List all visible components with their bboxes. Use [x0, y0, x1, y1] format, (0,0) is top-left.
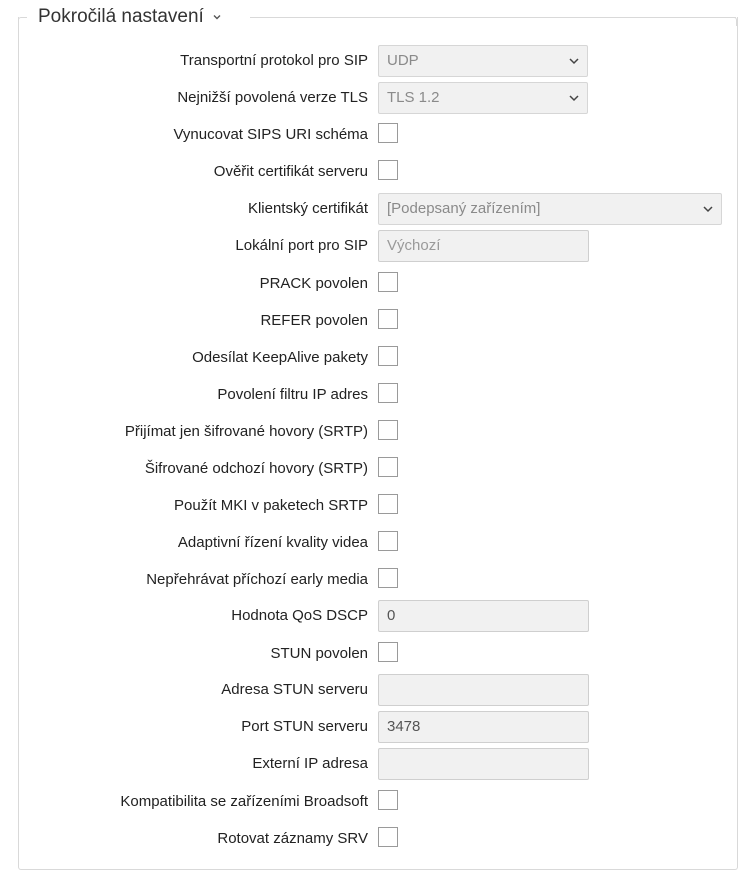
stun-addr-label: Adresa STUN serveru — [221, 681, 368, 698]
srtp-only-label: Přijímat jen šifrované hovory (SRTP) — [124, 423, 368, 440]
chevron-down-icon — [703, 205, 713, 213]
early-media-checkbox[interactable] — [378, 568, 398, 588]
early-media-label: Nepřehrávat příchozí early media — [146, 571, 368, 588]
ip-filter-label: Povolení filtru IP adres — [217, 386, 368, 403]
row-keepalive — [0, 342, 748, 374]
stun-port-input[interactable] — [378, 711, 589, 743]
local-port-label: Lokální port pro SIP — [235, 237, 368, 254]
srv-rotate-checkbox[interactable] — [378, 827, 398, 847]
row-mki — [0, 490, 748, 522]
row-srtp-only — [0, 416, 748, 448]
row-stun — [0, 638, 748, 670]
row-prack — [0, 268, 748, 300]
ext-ip-input[interactable] — [378, 748, 589, 780]
row-transport — [0, 45, 748, 77]
tls-label: Nejnižší povolená verze TLS — [177, 89, 368, 106]
row-tls — [0, 82, 748, 114]
keepalive-checkbox[interactable] — [378, 346, 398, 366]
transport-select[interactable] — [378, 45, 588, 77]
sips-label: Vynucovat SIPS URI schéma — [173, 126, 368, 143]
local-port-input[interactable] — [378, 230, 589, 262]
stun-addr-input[interactable] — [378, 674, 589, 706]
qos-label: Hodnota QoS DSCP — [231, 607, 368, 624]
transport-label: Transportní protokol pro SIP — [180, 52, 368, 69]
qos-input[interactable] — [378, 600, 589, 632]
broadsoft-checkbox[interactable] — [378, 790, 398, 810]
refer-checkbox[interactable] — [378, 309, 398, 329]
keepalive-label: Odesílat KeepAlive pakety — [192, 349, 368, 366]
tls-value: TLS 1.2 — [387, 89, 440, 106]
row-srtp-out — [0, 453, 748, 485]
mki-label: Použít MKI v paketech SRTP — [174, 497, 368, 514]
srtp-out-checkbox[interactable] — [378, 457, 398, 477]
local-port-placeholder: Výchozí — [387, 237, 441, 254]
row-srv-rotate — [0, 823, 748, 855]
client-cert-label: Klientský certifikát — [247, 200, 368, 217]
row-adaptive-video — [0, 527, 748, 559]
row-stun-port — [0, 711, 748, 743]
row-refer — [0, 305, 748, 337]
row-client-cert — [0, 193, 748, 225]
stun-port-label: Port STUN serveru — [241, 718, 368, 735]
stun-port-value: 3478 — [387, 718, 421, 735]
row-early-media — [0, 564, 748, 596]
ip-filter-checkbox[interactable] — [378, 383, 398, 403]
client-cert-select[interactable] — [378, 193, 722, 225]
mki-checkbox[interactable] — [378, 494, 398, 514]
transport-value: UDP — [387, 52, 419, 69]
tls-select[interactable] — [378, 82, 588, 114]
prack-label: PRACK povolen — [259, 275, 368, 292]
section-title: Pokročilá nastavení — [38, 6, 204, 27]
prack-checkbox[interactable] — [378, 272, 398, 292]
verify-cert-checkbox[interactable] — [378, 160, 398, 180]
row-local-port — [0, 230, 748, 262]
row-broadsoft — [0, 786, 748, 818]
chevron-down-icon — [212, 12, 222, 22]
row-qos — [0, 600, 748, 632]
stun-checkbox[interactable] — [378, 642, 398, 662]
row-sips — [0, 119, 748, 151]
row-stun-addr — [0, 674, 748, 706]
broadsoft-label: Kompatibilita se zařízeními Broadsoft — [120, 793, 368, 810]
row-ip-filter — [0, 379, 748, 411]
adaptive-video-label: Adaptivní řízení kvality videa — [177, 534, 368, 551]
row-verify-cert — [0, 156, 748, 188]
row-ext-ip — [0, 748, 748, 780]
adaptive-video-checkbox[interactable] — [378, 531, 398, 551]
ext-ip-label: Externí IP adresa — [252, 755, 368, 772]
refer-label: REFER povolen — [260, 312, 368, 329]
verify-cert-label: Ověřit certifikát serveru — [213, 163, 368, 180]
chevron-down-icon — [569, 94, 579, 102]
chevron-down-icon — [569, 57, 579, 65]
qos-value: 0 — [387, 607, 396, 624]
client-cert-value: [Podepsaný zařízením] — [387, 200, 541, 217]
sips-checkbox[interactable] — [378, 123, 398, 143]
stun-label: STUN povolen — [270, 645, 368, 662]
srtp-out-label: Šifrované odchozí hovory (SRTP) — [144, 460, 368, 477]
srtp-only-checkbox[interactable] — [378, 420, 398, 440]
srv-rotate-label: Rotovat záznamy SRV — [217, 830, 368, 847]
section-header[interactable] — [38, 6, 226, 28]
